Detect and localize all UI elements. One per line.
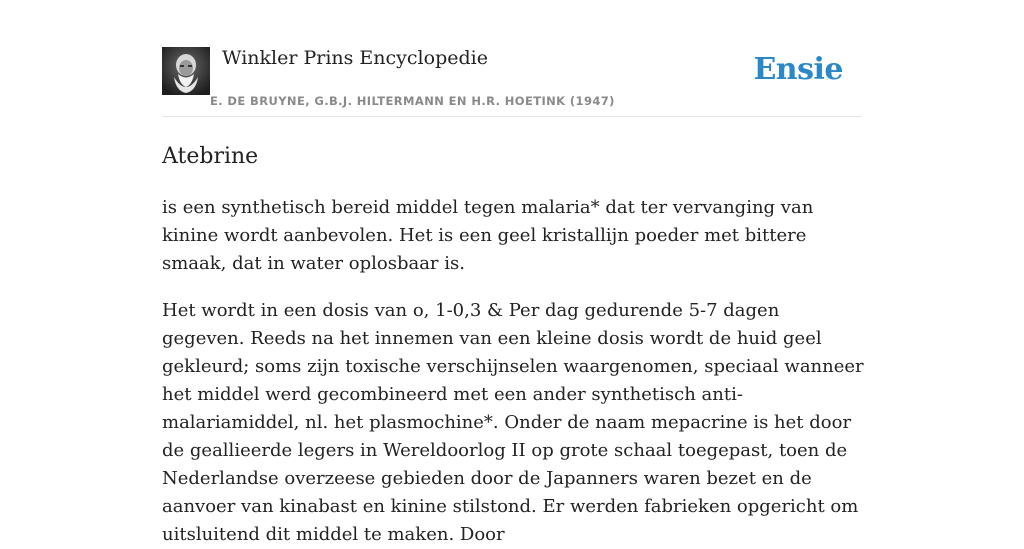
authors-byline: E. DE BRUYNE, G.B.J. HILTERMANN EN H.R. HOETINK (1947) (210, 94, 615, 108)
ensie-logo[interactable]: Ensie (753, 52, 843, 87)
portrait-photo-icon (162, 47, 210, 95)
site-header (162, 0, 862, 117)
article-paragraph: is een synthetisch bereid middel tegen malaria* dat ter vervanging van kinine wordt aanbevolen. Het is een geel kristallijn poeder met bittere smaak, dat in water oplosbaar is. (162, 197, 814, 274)
page-container (162, 0, 862, 549)
site-title[interactable]: Winkler Prins Encyclopedie (222, 47, 488, 69)
author-avatar[interactable] (162, 47, 210, 95)
article-paragraph: Het wordt in een dosis van o, 1-0,3 & Per dag gedurende 5-7 dagen gegeven. Reeds na het innemen van een kleine dosis wordt de huid geel gekleurd; soms zijn toxische verschijnselen waargenomen, speciaal wanneer het middel werd gecombineerd met een ander synthetisch anti-malariamiddel, nl. het plasmochine*. Onder de naam mepacrine is het door de geallieerde legers in Wereldoorlog II op grote schaal toegepast, toen de Nederlandse overzeese gebieden door de Japanners waren bezet en de aanvoer van kinabast en kinine stilstond. Er werden fabrieken opgericht om uitsluitend dit middel te maken. Door (162, 300, 864, 545)
article-title: Atebrine (162, 144, 259, 169)
